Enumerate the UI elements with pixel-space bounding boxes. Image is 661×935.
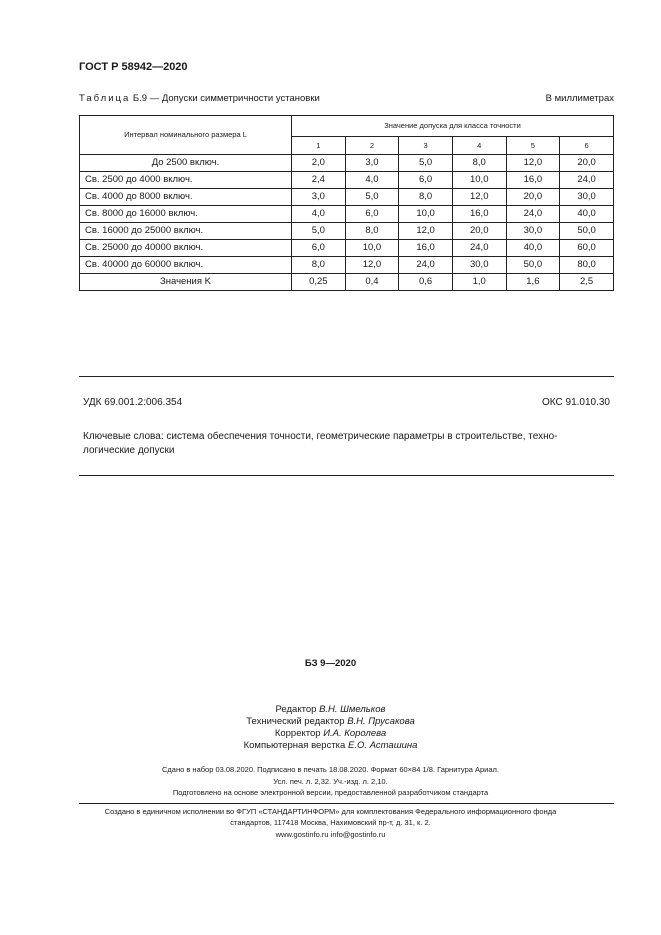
tolerance-cell: 30,0 bbox=[506, 223, 560, 240]
publisher-line3: www.gostinfo.ru info@gostinfo.ru bbox=[275, 830, 386, 839]
k-value-cell: 1,6 bbox=[506, 274, 560, 291]
credit-corrector-name: И.А. Королева bbox=[323, 728, 387, 739]
class-header-5: 5 bbox=[506, 137, 560, 155]
tolerance-cell: 20,0 bbox=[506, 189, 560, 206]
tolerance-cell: 8,0 bbox=[452, 155, 506, 172]
tolerance-cell: 6,0 bbox=[399, 172, 453, 189]
tolerance-cell: 3,0 bbox=[292, 189, 346, 206]
credit-editor-name: В.Н. Шмельков bbox=[319, 704, 386, 715]
tolerance-cell: 6,0 bbox=[292, 240, 346, 257]
interval-header: Интервал номинального размера L bbox=[80, 116, 292, 155]
tolerance-cell: 24,0 bbox=[506, 206, 560, 223]
tolerance-cell: 50,0 bbox=[560, 223, 614, 240]
tolerance-cell: 2,0 bbox=[292, 155, 346, 172]
table-body bbox=[80, 155, 614, 291]
table-row bbox=[80, 240, 614, 257]
credit-layout-label: Компьютерная верстка bbox=[243, 740, 346, 751]
table-row bbox=[80, 206, 614, 223]
oks-code: ОКС 91.010.30 bbox=[542, 397, 610, 408]
tolerance-cell: 10,0 bbox=[452, 172, 506, 189]
row-interval-label: Св. 16000 до 25000 включ. bbox=[80, 223, 292, 240]
credit-layout bbox=[0, 740, 661, 751]
publisher-line2: стандартов, 117418 Москва, Нахимовский пр-т, д. 31, к. 2. bbox=[230, 818, 431, 827]
udk-code: УДК 69.001.2:006.354 bbox=[83, 397, 183, 408]
tolerance-cell: 8,0 bbox=[399, 189, 453, 206]
tolerance-cell: 16,0 bbox=[452, 206, 506, 223]
row-interval-label: Св. 2500 до 4000 включ. bbox=[80, 172, 292, 189]
credit-tech-editor-label: Технический редактор bbox=[246, 716, 345, 727]
tolerance-cell: 60,0 bbox=[560, 240, 614, 257]
table-row bbox=[80, 189, 614, 206]
tolerance-cell: 30,0 bbox=[560, 189, 614, 206]
row-interval-label: Св. 25000 до 40000 включ. bbox=[80, 240, 292, 257]
credit-corrector-label: Корректор bbox=[274, 728, 321, 739]
tolerance-cell: 24,0 bbox=[452, 240, 506, 257]
tolerance-cell: 30,0 bbox=[452, 257, 506, 274]
credit-layout-name: Е.О. Асташина bbox=[347, 740, 418, 751]
tolerance-table bbox=[79, 115, 614, 291]
class-header-1: 1 bbox=[292, 137, 346, 155]
tolerance-cell: 5,0 bbox=[399, 155, 453, 172]
tolerance-group-header: Значение допуска для класса точности bbox=[292, 116, 614, 137]
credit-editor bbox=[0, 704, 661, 715]
credit-corrector bbox=[0, 728, 661, 739]
print-info-line2: Усл. печ. л. 2,32. Уч.-изд. л. 2,10. bbox=[273, 777, 388, 786]
class-header-2: 2 bbox=[345, 137, 399, 155]
keywords: Ключевые слова: система обеспечения точности, геометрические параметры в строительстве, техно-логические допуски bbox=[83, 431, 558, 456]
class-header-6: 6 bbox=[560, 137, 614, 155]
k-value-cell: 0,4 bbox=[345, 274, 399, 291]
tolerance-cell: 2,4 bbox=[292, 172, 346, 189]
table-units: В миллиметрах bbox=[545, 93, 614, 104]
row-interval-label: Св. 8000 до 16000 включ. bbox=[80, 206, 292, 223]
table-row bbox=[80, 155, 614, 172]
tolerance-cell: 40,0 bbox=[560, 206, 614, 223]
credit-editor-label: Редактор bbox=[275, 704, 317, 715]
tolerance-cell: 40,0 bbox=[506, 240, 560, 257]
k-value-cell: 0,6 bbox=[399, 274, 453, 291]
print-info-line1: Сдано в набор 03.08.2020. Подписано в печать 18.08.2020. Формат 60×84 1/8. Гарнитура Ариал. bbox=[162, 765, 499, 774]
credit-tech-editor bbox=[0, 716, 661, 727]
publisher-divider bbox=[79, 803, 614, 804]
tolerance-cell: 5,0 bbox=[292, 223, 346, 240]
tolerance-cell: 4,0 bbox=[292, 206, 346, 223]
tolerance-cell: 20,0 bbox=[452, 223, 506, 240]
k-value-cell: 0,25 bbox=[292, 274, 346, 291]
tolerance-cell: 3,0 bbox=[345, 155, 399, 172]
table-row bbox=[80, 257, 614, 274]
k-values-label: Значения K bbox=[80, 274, 292, 291]
table-title bbox=[79, 93, 320, 104]
tolerance-cell: 16,0 bbox=[506, 172, 560, 189]
section-divider-bottom bbox=[79, 475, 614, 476]
tolerance-cell: 8,0 bbox=[345, 223, 399, 240]
publisher-line1: Создано в единичном исполнении во ФГУП «СТАНДАРТИНФОРМ» для комплектования Федерального информационного фонда bbox=[104, 807, 557, 816]
tolerance-cell: 10,0 bbox=[399, 206, 453, 223]
tolerance-cell: 16,0 bbox=[399, 240, 453, 257]
tolerance-cell: 24,0 bbox=[560, 172, 614, 189]
tolerance-cell: 5,0 bbox=[345, 189, 399, 206]
tolerance-cell: 8,0 bbox=[292, 257, 346, 274]
bz-number: БЗ 9—2020 bbox=[304, 658, 357, 669]
table-row bbox=[80, 223, 614, 240]
tolerance-cell: 6,0 bbox=[345, 206, 399, 223]
table-row bbox=[80, 172, 614, 189]
print-info-line3: Подготовлено на основе электронной версии, предоставленной разработчиком стандарта bbox=[172, 788, 489, 797]
tolerance-cell: 50,0 bbox=[506, 257, 560, 274]
tolerance-cell: 4,0 bbox=[345, 172, 399, 189]
tolerance-cell: 20,0 bbox=[560, 155, 614, 172]
k-values-row bbox=[80, 274, 614, 291]
row-interval-label: Св. 40000 до 60000 включ. bbox=[80, 257, 292, 274]
tolerance-cell: 12,0 bbox=[506, 155, 560, 172]
tolerance-cell: 12,0 bbox=[399, 223, 453, 240]
tolerance-cell: 10,0 bbox=[345, 240, 399, 257]
section-divider-top bbox=[79, 376, 614, 377]
tolerance-cell: 80,0 bbox=[560, 257, 614, 274]
tolerance-cell: 24,0 bbox=[399, 257, 453, 274]
row-interval-label: Св. 4000 до 8000 включ. bbox=[80, 189, 292, 206]
table-title-text: Б.9 — Допуски симметричности установки bbox=[132, 93, 320, 104]
class-header-3: 3 bbox=[399, 137, 453, 155]
tolerance-cell: 12,0 bbox=[452, 189, 506, 206]
credit-tech-editor-name: В.Н. Прусакова bbox=[347, 716, 415, 727]
k-value-cell: 2,5 bbox=[560, 274, 614, 291]
tolerance-cell: 12,0 bbox=[345, 257, 399, 274]
k-value-cell: 1,0 bbox=[452, 274, 506, 291]
standard-code: ГОСТ Р 58942—2020 bbox=[79, 61, 188, 73]
class-header-4: 4 bbox=[452, 137, 506, 155]
table-title-word: Таблица bbox=[79, 93, 131, 104]
row-interval-label: До 2500 включ. bbox=[80, 155, 292, 172]
